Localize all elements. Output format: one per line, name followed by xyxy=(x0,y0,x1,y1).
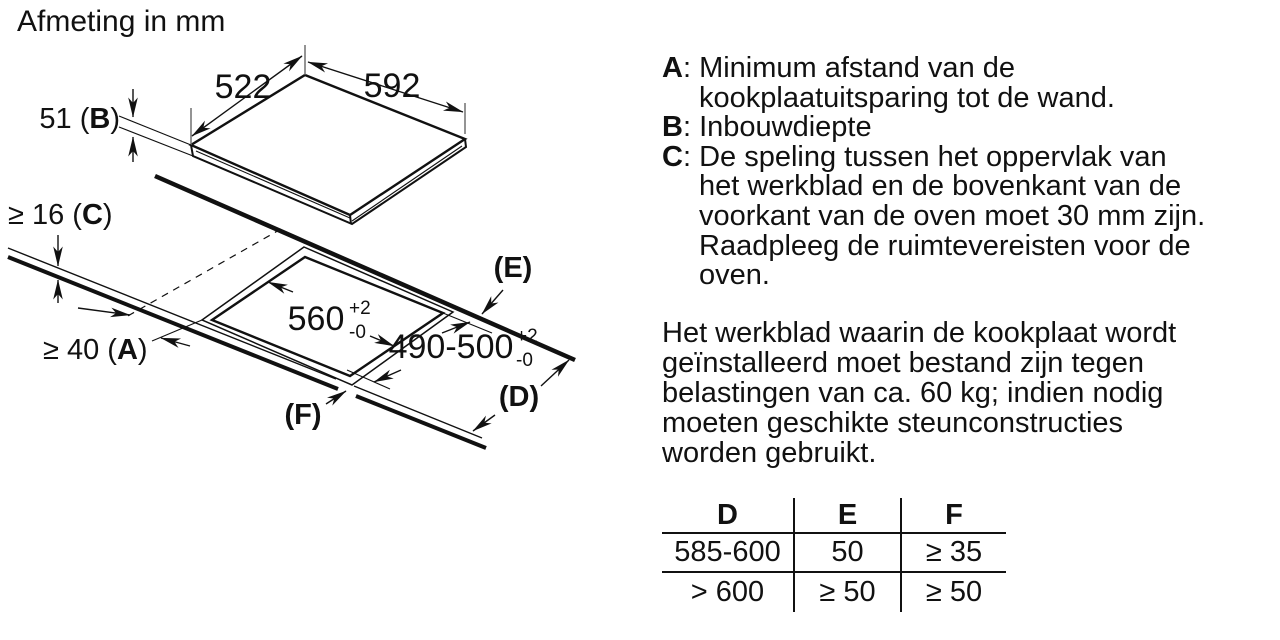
legend-text-c: De speling tussen het oppervlak van het werkblad en de bovenkant van de voorkant van de oven moet 30 mm zijn. Raadpleeg de ruimtevereisten voor de oven. xyxy=(699,140,1206,292)
cell-d2: > 600 xyxy=(690,576,765,608)
def-table xyxy=(662,498,1006,612)
dim-490-tol-minus: -0 xyxy=(516,350,533,371)
worktop-load-paragraph: Het werkblad waarin de kookplaat wordt geïnstalleerd moet bestand zijn tegen belastingen van ca. 60 kg; indien nodig moeten geschikte steunconstructies worden gebruikt. xyxy=(662,317,1177,469)
dim-560-arrow-left xyxy=(268,282,293,292)
table-row xyxy=(662,534,1006,573)
def-table-header-d: D xyxy=(662,498,793,534)
legend-item-a xyxy=(662,54,1207,113)
a-arrow-left xyxy=(161,338,190,346)
cell-e2: ≥ 50 xyxy=(793,573,902,612)
dim-a-label: ≥ 40 (A) xyxy=(43,334,148,366)
def-table-header-row xyxy=(662,498,1006,534)
legend xyxy=(662,54,1207,291)
dim-build-depth xyxy=(39,89,193,162)
worktop-front-bottom-right xyxy=(356,396,486,448)
dim-thickness xyxy=(8,199,113,303)
legend-key-a: A xyxy=(662,52,683,84)
def-table-header-f: F xyxy=(902,498,1006,534)
legend-sep-a: : xyxy=(682,52,700,84)
dim-490-tol-plus: +2 xyxy=(516,326,538,347)
label-f-text: (F) xyxy=(284,399,322,431)
legend-item-b xyxy=(662,113,1207,143)
page-title: Afmeting in mm xyxy=(17,5,226,38)
cell-e1: 50 xyxy=(793,534,902,573)
dim-490-value: 490-500 xyxy=(388,328,514,366)
cell-d1: 585-600 xyxy=(662,534,793,573)
legend-sep-b: : xyxy=(682,111,700,144)
dim-490-arrow-down xyxy=(374,370,401,382)
hob-corner-step xyxy=(350,215,351,224)
label-e xyxy=(482,252,532,314)
f-arrow xyxy=(326,391,346,404)
dim-c-label: ≥ 16 (C) xyxy=(8,199,113,231)
label-f xyxy=(284,391,346,431)
label-e-text: (E) xyxy=(493,252,533,284)
dim-b-label: 51 (B) xyxy=(39,103,120,135)
cell-f1: ≥ 35 xyxy=(902,534,1006,573)
def-table-header-e: E xyxy=(793,498,902,534)
dim-cutout-depth xyxy=(347,313,538,389)
d-arrow-up xyxy=(541,360,569,386)
legend-text-b: Inbouwdiepte xyxy=(699,111,872,144)
legend-sep-c: : xyxy=(682,140,700,173)
dim-522-label: 522 xyxy=(214,68,272,106)
legend-item-c xyxy=(662,140,1207,292)
legend-key-c: C xyxy=(662,140,683,173)
e-arrow xyxy=(482,290,503,314)
dim-cutout-width xyxy=(268,282,394,346)
dim-560-tol-plus: +2 xyxy=(349,298,371,319)
cell-f2: ≥ 50 xyxy=(925,576,983,608)
table-row xyxy=(662,573,1006,612)
label-d-text: (D) xyxy=(498,381,540,413)
worktop-front-top-right xyxy=(354,386,482,438)
d-arrow-down xyxy=(473,415,495,431)
a-arrow-right xyxy=(78,308,130,315)
dim-560-tol-minus: -0 xyxy=(349,322,366,343)
legend-key-b: B xyxy=(662,111,683,144)
dim-560-value: 560 xyxy=(287,300,345,338)
dim-592-label: 592 xyxy=(363,67,421,105)
legend-text-a: Minimum afstand van de kookplaatuitsparing tot de wand. xyxy=(699,52,1115,114)
